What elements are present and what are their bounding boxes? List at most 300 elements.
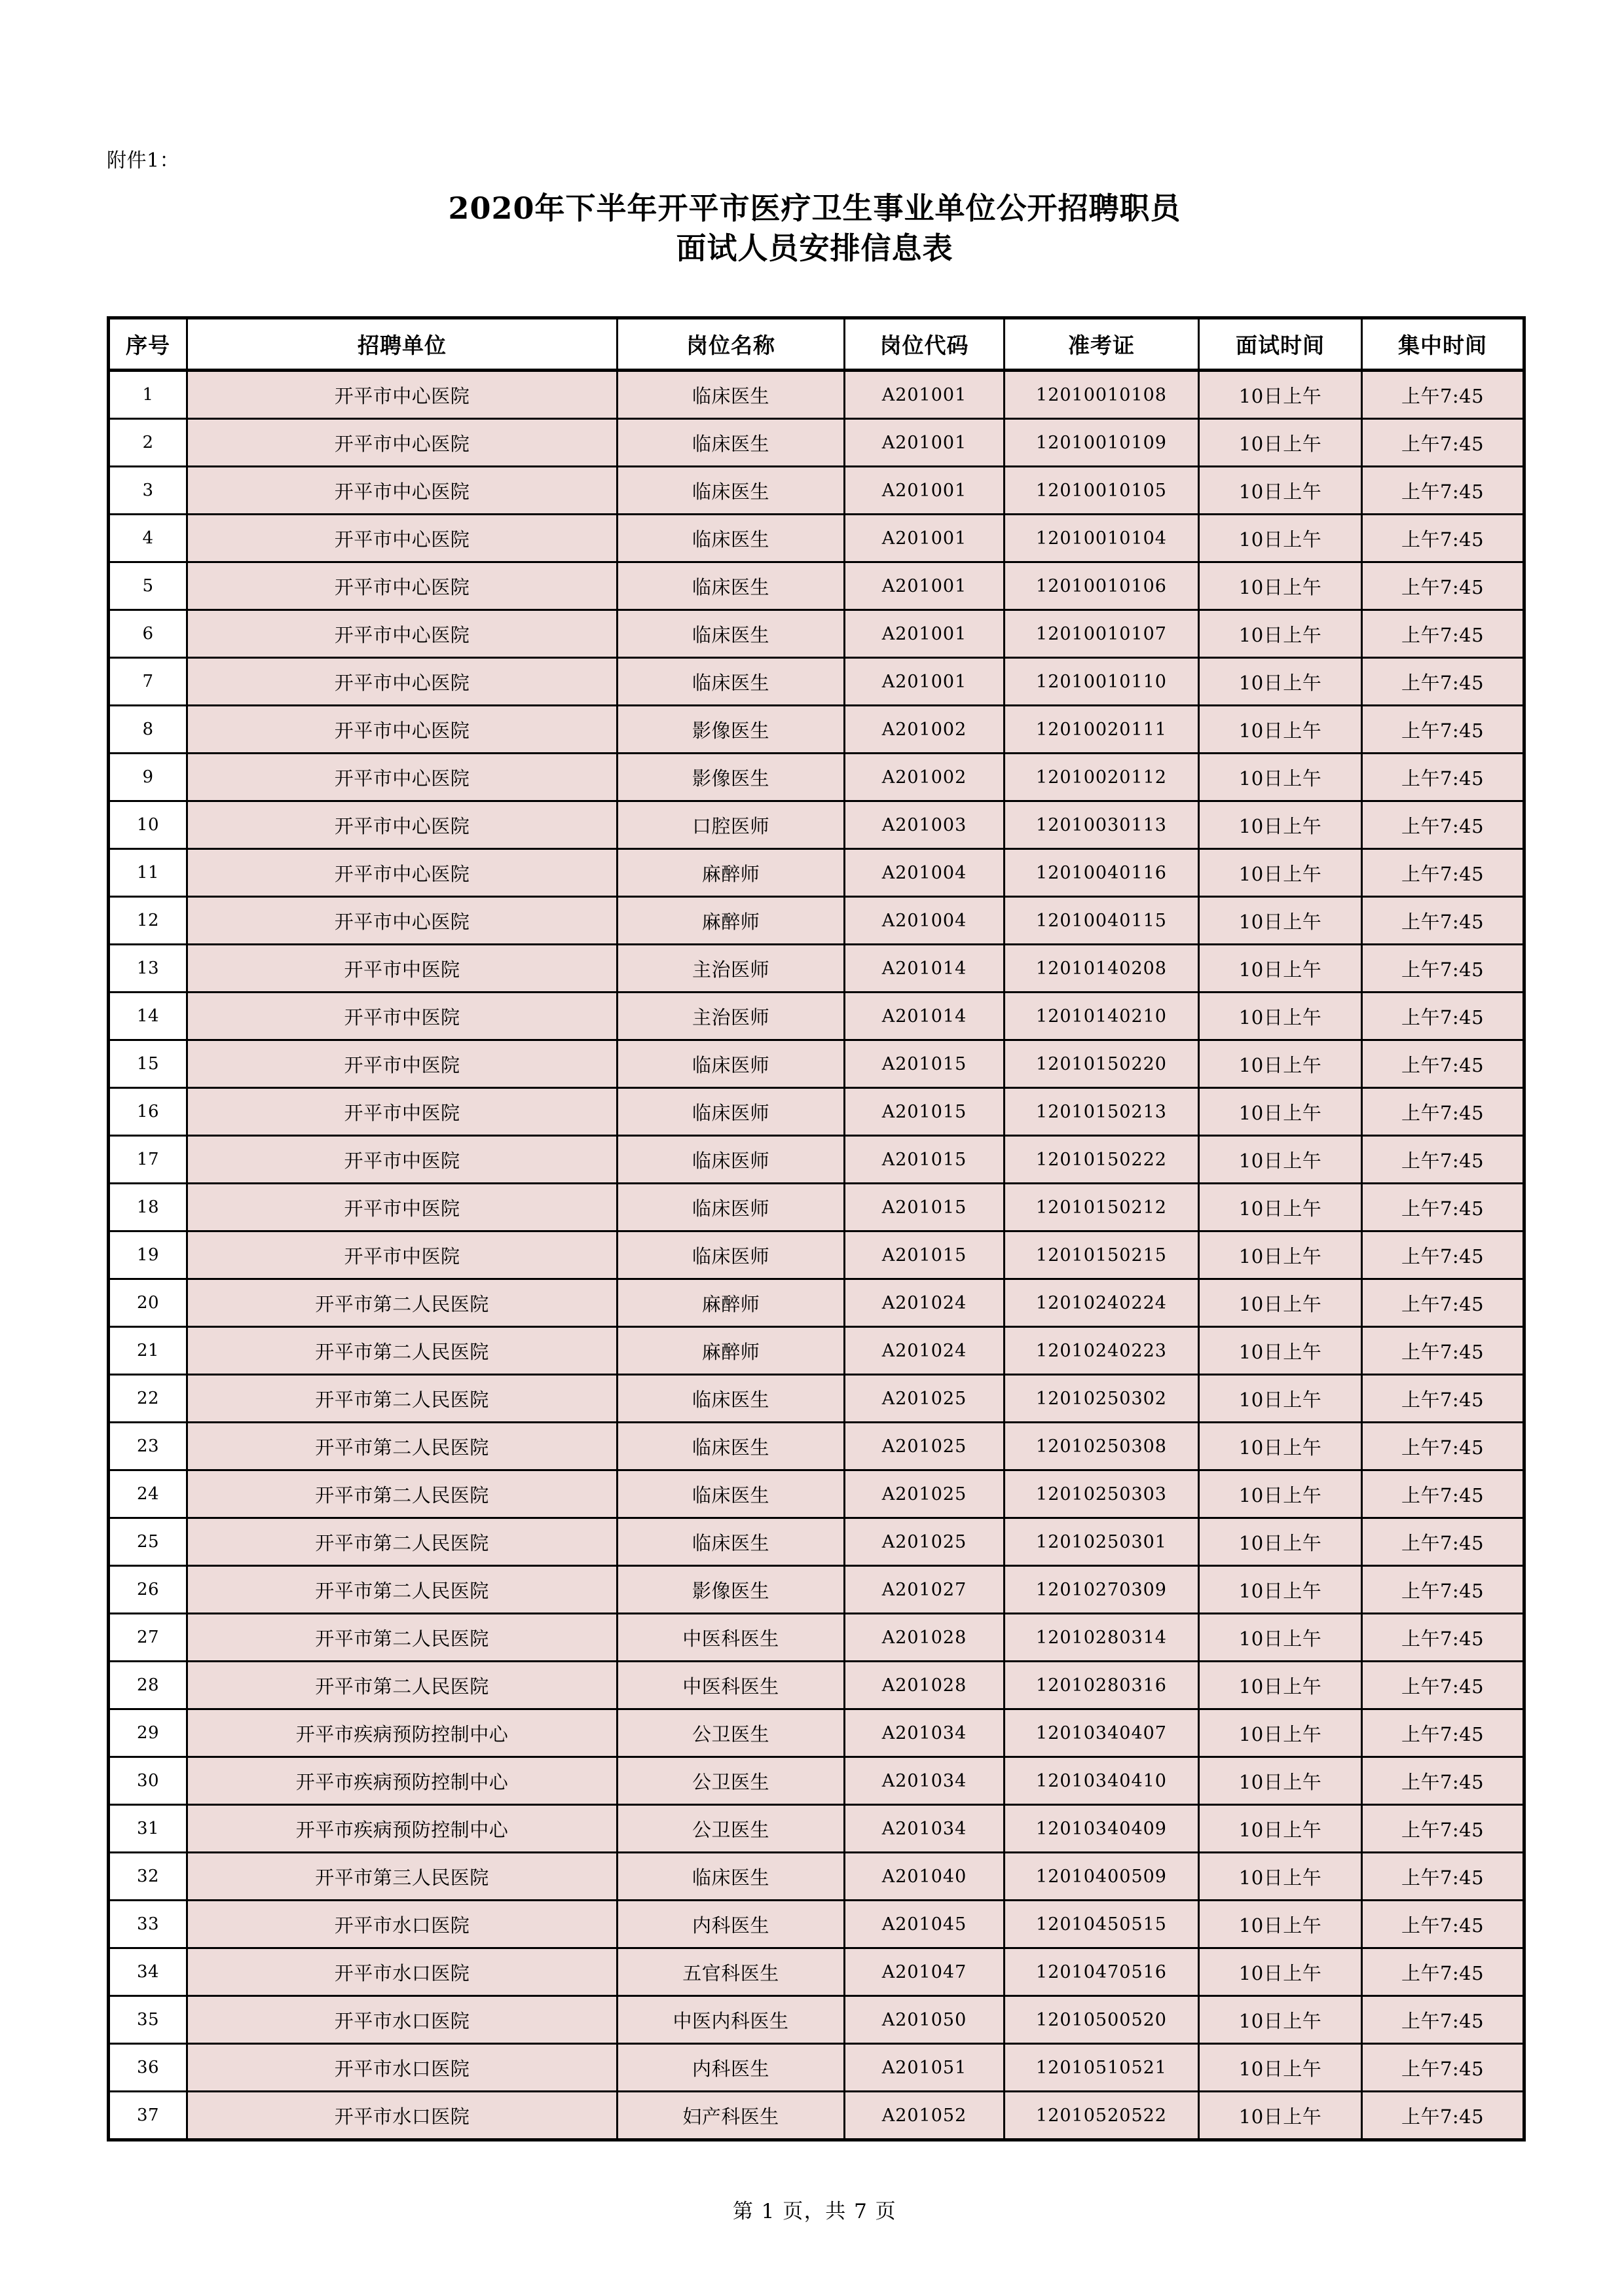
column-header-post: 岗位名称 <box>618 318 845 371</box>
cell-unit: 开平市中心医院 <box>187 515 618 562</box>
table-row <box>109 849 1524 897</box>
cell-admit-card: 12010150220 <box>1005 1040 1199 1088</box>
cell-code: A201001 <box>845 562 1005 610</box>
cell-post: 公卫医生 <box>618 1709 845 1757</box>
cell-interview-time: 10日上午 <box>1199 1136 1362 1184</box>
cell-gather-time: 上午7:45 <box>1362 1088 1524 1136</box>
title-line-2: 面试人员安排信息表 <box>676 230 953 266</box>
cell-seq: 26 <box>109 1566 187 1614</box>
cell-admit-card: 12010010107 <box>1005 610 1199 658</box>
cell-interview-time: 10日上午 <box>1199 1901 1362 1948</box>
cell-code: A201025 <box>845 1470 1005 1518</box>
cell-seq: 22 <box>109 1375 187 1423</box>
cell-post: 临床医生 <box>618 1423 845 1470</box>
cell-unit: 开平市第二人民医院 <box>187 1518 618 1566</box>
cell-seq: 24 <box>109 1470 187 1518</box>
cell-admit-card: 12010240224 <box>1005 1279 1199 1327</box>
cell-unit: 开平市水口医院 <box>187 2092 618 2140</box>
cell-admit-card: 12010010105 <box>1005 467 1199 515</box>
table-row <box>109 1948 1524 1996</box>
table-row <box>109 706 1524 754</box>
cell-interview-time: 10日上午 <box>1199 1709 1362 1757</box>
cell-admit-card: 12010400509 <box>1005 1853 1199 1901</box>
cell-seq: 31 <box>109 1805 187 1853</box>
cell-seq: 20 <box>109 1279 187 1327</box>
cell-unit: 开平市中心医院 <box>187 658 618 706</box>
cell-post: 影像医生 <box>618 754 845 801</box>
cell-seq: 14 <box>109 993 187 1040</box>
cell-admit-card: 12010140210 <box>1005 993 1199 1040</box>
table-row <box>109 1566 1524 1614</box>
cell-interview-time: 10日上午 <box>1199 993 1362 1040</box>
cell-code: A201028 <box>845 1662 1005 1709</box>
cell-code: A201014 <box>845 993 1005 1040</box>
cell-interview-time: 10日上午 <box>1199 1996 1362 2044</box>
cell-gather-time: 上午7:45 <box>1362 419 1524 467</box>
table-row <box>109 562 1524 610</box>
cell-seq: 2 <box>109 419 187 467</box>
table-row <box>109 1040 1524 1088</box>
cell-gather-time: 上午7:45 <box>1362 610 1524 658</box>
cell-unit: 开平市中心医院 <box>187 562 618 610</box>
cell-post: 临床医师 <box>618 1231 845 1279</box>
cell-post: 口腔医师 <box>618 801 845 849</box>
cell-admit-card: 12010250301 <box>1005 1518 1199 1566</box>
cell-admit-card: 12010510521 <box>1005 2044 1199 2092</box>
cell-admit-card: 12010250302 <box>1005 1375 1199 1423</box>
cell-code: A201015 <box>845 1184 1005 1231</box>
cell-post: 公卫医生 <box>618 1805 845 1853</box>
cell-gather-time: 上午7:45 <box>1362 1470 1524 1518</box>
cell-code: A201052 <box>845 2092 1005 2140</box>
cell-admit-card: 12010340410 <box>1005 1757 1199 1805</box>
cell-unit: 开平市中心医院 <box>187 371 618 419</box>
cell-seq: 6 <box>109 610 187 658</box>
cell-interview-time: 10日上午 <box>1199 1614 1362 1662</box>
cell-code: A201003 <box>845 801 1005 849</box>
cell-post: 临床医师 <box>618 1040 845 1088</box>
cell-code: A201015 <box>845 1231 1005 1279</box>
cell-admit-card: 12010520522 <box>1005 2092 1199 2140</box>
cell-admit-card: 12010030113 <box>1005 801 1199 849</box>
table-row <box>109 945 1524 993</box>
cell-seq: 9 <box>109 754 187 801</box>
cell-unit: 开平市第二人民医院 <box>187 1327 618 1375</box>
table-row <box>109 1614 1524 1662</box>
cell-unit: 开平市第二人民医院 <box>187 1662 618 1709</box>
cell-code: A201015 <box>845 1088 1005 1136</box>
cell-interview-time: 10日上午 <box>1199 754 1362 801</box>
cell-unit: 开平市第二人民医院 <box>187 1566 618 1614</box>
column-header-interview-time: 面试时间 <box>1199 318 1362 371</box>
column-header-unit: 招聘单位 <box>187 318 618 371</box>
cell-gather-time: 上午7:45 <box>1362 2044 1524 2092</box>
cell-seq: 33 <box>109 1901 187 1948</box>
cell-unit: 开平市疾病预防控制中心 <box>187 1757 618 1805</box>
cell-seq: 29 <box>109 1709 187 1757</box>
cell-gather-time: 上午7:45 <box>1362 1231 1524 1279</box>
cell-gather-time: 上午7:45 <box>1362 1901 1524 1948</box>
cell-interview-time: 10日上午 <box>1199 2044 1362 2092</box>
cell-seq: 1 <box>109 371 187 419</box>
table-row <box>109 754 1524 801</box>
table-row <box>109 1996 1524 2044</box>
cell-post: 中医科医生 <box>618 1662 845 1709</box>
cell-code: A201015 <box>845 1136 1005 1184</box>
table-row <box>109 515 1524 562</box>
cell-unit: 开平市疾病预防控制中心 <box>187 1805 618 1853</box>
table-row <box>109 1757 1524 1805</box>
cell-seq: 16 <box>109 1088 187 1136</box>
cell-admit-card: 12010040115 <box>1005 897 1199 945</box>
cell-code: A201024 <box>845 1327 1005 1375</box>
table-row <box>109 801 1524 849</box>
cell-seq: 34 <box>109 1948 187 1996</box>
cell-seq: 28 <box>109 1662 187 1709</box>
cell-interview-time: 10日上午 <box>1199 1375 1362 1423</box>
cell-code: A201051 <box>845 2044 1005 2092</box>
table-row <box>109 371 1524 419</box>
cell-code: A201025 <box>845 1423 1005 1470</box>
cell-admit-card: 12010010106 <box>1005 562 1199 610</box>
cell-code: A201028 <box>845 1614 1005 1662</box>
cell-post: 临床医生 <box>618 371 845 419</box>
cell-admit-card: 12010340407 <box>1005 1709 1199 1757</box>
cell-code: A201001 <box>845 371 1005 419</box>
cell-admit-card: 12010450515 <box>1005 1901 1199 1948</box>
cell-post: 内科医生 <box>618 2044 845 2092</box>
cell-interview-time: 10日上午 <box>1199 515 1362 562</box>
cell-post: 麻醉师 <box>618 1327 845 1375</box>
cell-code: A201025 <box>845 1375 1005 1423</box>
cell-unit: 开平市中医院 <box>187 1136 618 1184</box>
cell-seq: 35 <box>109 1996 187 2044</box>
cell-gather-time: 上午7:45 <box>1362 801 1524 849</box>
cell-interview-time: 10日上午 <box>1199 419 1362 467</box>
title-line-1: 2020年下半年开平市医疗卫生事业单位公开招聘职员 <box>448 191 1181 226</box>
cell-admit-card: 12010020111 <box>1005 706 1199 754</box>
cell-post: 中医内科医生 <box>618 1996 845 2044</box>
cell-post: 临床医生 <box>618 419 845 467</box>
cell-seq: 37 <box>109 2092 187 2140</box>
cell-code: A201040 <box>845 1853 1005 1901</box>
cell-unit: 开平市疾病预防控制中心 <box>187 1709 618 1757</box>
cell-post: 公卫医生 <box>618 1757 845 1805</box>
cell-gather-time: 上午7:45 <box>1362 1662 1524 1709</box>
cell-admit-card: 12010500520 <box>1005 1996 1199 2044</box>
cell-admit-card: 12010340409 <box>1005 1805 1199 1853</box>
cell-post: 临床医生 <box>618 1375 845 1423</box>
cell-code: A201050 <box>845 1996 1005 2044</box>
cell-gather-time: 上午7:45 <box>1362 1709 1524 1757</box>
cell-code: A201027 <box>845 1566 1005 1614</box>
cell-unit: 开平市中心医院 <box>187 849 618 897</box>
table-row <box>109 993 1524 1040</box>
cell-seq: 17 <box>109 1136 187 1184</box>
table-row <box>109 1088 1524 1136</box>
table-row <box>109 610 1524 658</box>
cell-unit: 开平市中心医院 <box>187 419 618 467</box>
table-row <box>109 1853 1524 1901</box>
cell-admit-card: 12010250303 <box>1005 1470 1199 1518</box>
cell-admit-card: 12010010108 <box>1005 371 1199 419</box>
table-row <box>109 1231 1524 1279</box>
cell-post: 麻醉师 <box>618 1279 845 1327</box>
cell-code: A201004 <box>845 897 1005 945</box>
cell-interview-time: 10日上午 <box>1199 849 1362 897</box>
cell-gather-time: 上午7:45 <box>1362 1040 1524 1088</box>
cell-code: A201014 <box>845 945 1005 993</box>
cell-post: 临床医生 <box>618 467 845 515</box>
cell-post: 临床医生 <box>618 1518 845 1566</box>
cell-interview-time: 10日上午 <box>1199 1040 1362 1088</box>
interview-schedule-table <box>107 316 1526 2141</box>
cell-admit-card: 12010020112 <box>1005 754 1199 801</box>
cell-admit-card: 12010150213 <box>1005 1088 1199 1136</box>
cell-post: 五官科医生 <box>618 1948 845 1996</box>
cell-seq: 4 <box>109 515 187 562</box>
cell-seq: 23 <box>109 1423 187 1470</box>
cell-gather-time: 上午7:45 <box>1362 371 1524 419</box>
cell-gather-time: 上午7:45 <box>1362 562 1524 610</box>
table-row <box>109 1423 1524 1470</box>
cell-gather-time: 上午7:45 <box>1362 1423 1524 1470</box>
cell-gather-time: 上午7:45 <box>1362 1853 1524 1901</box>
cell-unit: 开平市中心医院 <box>187 706 618 754</box>
cell-seq: 18 <box>109 1184 187 1231</box>
page-title <box>107 189 1522 268</box>
cell-interview-time: 10日上午 <box>1199 1184 1362 1231</box>
cell-interview-time: 10日上午 <box>1199 467 1362 515</box>
column-header-admit-card: 准考证 <box>1005 318 1199 371</box>
cell-unit: 开平市中心医院 <box>187 754 618 801</box>
cell-interview-time: 10日上午 <box>1199 1327 1362 1375</box>
cell-interview-time: 10日上午 <box>1199 610 1362 658</box>
cell-admit-card: 12010250308 <box>1005 1423 1199 1470</box>
cell-code: A201002 <box>845 754 1005 801</box>
cell-admit-card: 12010040116 <box>1005 849 1199 897</box>
cell-interview-time: 10日上午 <box>1199 897 1362 945</box>
cell-admit-card: 12010010104 <box>1005 515 1199 562</box>
cell-gather-time: 上午7:45 <box>1362 1279 1524 1327</box>
cell-code: A201001 <box>845 658 1005 706</box>
cell-post: 中医科医生 <box>618 1614 845 1662</box>
cell-gather-time: 上午7:45 <box>1362 1805 1524 1853</box>
cell-gather-time: 上午7:45 <box>1362 1996 1524 2044</box>
cell-post: 影像医生 <box>618 1566 845 1614</box>
table-row <box>109 897 1524 945</box>
cell-interview-time: 10日上午 <box>1199 1566 1362 1614</box>
cell-unit: 开平市中医院 <box>187 1231 618 1279</box>
cell-interview-time: 10日上午 <box>1199 371 1362 419</box>
cell-post: 临床医生 <box>618 610 845 658</box>
table-row <box>109 1136 1524 1184</box>
cell-post: 临床医生 <box>618 658 845 706</box>
cell-code: A201001 <box>845 419 1005 467</box>
cell-admit-card: 12010140208 <box>1005 945 1199 993</box>
cell-gather-time: 上午7:45 <box>1362 658 1524 706</box>
cell-code: A201034 <box>845 1757 1005 1805</box>
table-row <box>109 658 1524 706</box>
cell-seq: 7 <box>109 658 187 706</box>
cell-unit: 开平市中医院 <box>187 1040 618 1088</box>
cell-gather-time: 上午7:45 <box>1362 1136 1524 1184</box>
cell-interview-time: 10日上午 <box>1199 801 1362 849</box>
cell-seq: 25 <box>109 1518 187 1566</box>
cell-gather-time: 上午7:45 <box>1362 1948 1524 1996</box>
cell-unit: 开平市中心医院 <box>187 467 618 515</box>
table-body <box>109 371 1524 2140</box>
cell-post: 麻醉师 <box>618 897 845 945</box>
cell-code: A201002 <box>845 706 1005 754</box>
cell-unit: 开平市第二人民医院 <box>187 1470 618 1518</box>
cell-gather-time: 上午7:45 <box>1362 849 1524 897</box>
cell-post: 临床医生 <box>618 1470 845 1518</box>
cell-code: A201024 <box>845 1279 1005 1327</box>
cell-admit-card: 12010280314 <box>1005 1614 1199 1662</box>
cell-interview-time: 10日上午 <box>1199 1518 1362 1566</box>
cell-seq: 36 <box>109 2044 187 2092</box>
cell-gather-time: 上午7:45 <box>1362 1757 1524 1805</box>
cell-interview-time: 10日上午 <box>1199 706 1362 754</box>
cell-unit: 开平市第二人民医院 <box>187 1375 618 1423</box>
cell-gather-time: 上午7:45 <box>1362 1518 1524 1566</box>
cell-post: 妇产科医生 <box>618 2092 845 2140</box>
cell-seq: 10 <box>109 801 187 849</box>
table-row <box>109 419 1524 467</box>
cell-unit: 开平市中医院 <box>187 945 618 993</box>
cell-gather-time: 上午7:45 <box>1362 993 1524 1040</box>
cell-seq: 30 <box>109 1757 187 1805</box>
cell-code: A201047 <box>845 1948 1005 1996</box>
cell-interview-time: 10日上午 <box>1199 2092 1362 2140</box>
cell-interview-time: 10日上午 <box>1199 562 1362 610</box>
cell-post: 临床医生 <box>618 1853 845 1901</box>
cell-code: A201034 <box>845 1709 1005 1757</box>
column-header-seq: 序号 <box>109 318 187 371</box>
table-header-row <box>109 318 1524 371</box>
cell-seq: 5 <box>109 562 187 610</box>
cell-interview-time: 10日上午 <box>1199 658 1362 706</box>
cell-code: A201001 <box>845 467 1005 515</box>
cell-unit: 开平市中医院 <box>187 1184 618 1231</box>
cell-code: A201025 <box>845 1518 1005 1566</box>
table-row <box>109 2092 1524 2140</box>
cell-unit: 开平市第二人民医院 <box>187 1279 618 1327</box>
cell-gather-time: 上午7:45 <box>1362 515 1524 562</box>
cell-unit: 开平市水口医院 <box>187 1901 618 1948</box>
cell-post: 麻醉师 <box>618 849 845 897</box>
cell-interview-time: 10日上午 <box>1199 1088 1362 1136</box>
cell-interview-time: 10日上午 <box>1199 1853 1362 1901</box>
cell-gather-time: 上午7:45 <box>1362 467 1524 515</box>
cell-post: 主治医师 <box>618 993 845 1040</box>
table-row <box>109 1662 1524 1709</box>
cell-gather-time: 上午7:45 <box>1362 1566 1524 1614</box>
cell-unit: 开平市中心医院 <box>187 897 618 945</box>
cell-gather-time: 上午7:45 <box>1362 706 1524 754</box>
column-header-gather-time: 集中时间 <box>1362 318 1524 371</box>
cell-gather-time: 上午7:45 <box>1362 1375 1524 1423</box>
cell-post: 临床医师 <box>618 1088 845 1136</box>
cell-gather-time: 上午7:45 <box>1362 897 1524 945</box>
table-row <box>109 1709 1524 1757</box>
cell-interview-time: 10日上午 <box>1199 1470 1362 1518</box>
cell-unit: 开平市中医院 <box>187 993 618 1040</box>
cell-seq: 21 <box>109 1327 187 1375</box>
table-row <box>109 1805 1524 1853</box>
cell-seq: 12 <box>109 897 187 945</box>
column-header-code: 岗位代码 <box>845 318 1005 371</box>
cell-post: 内科医生 <box>618 1901 845 1948</box>
cell-gather-time: 上午7:45 <box>1362 1327 1524 1375</box>
table-row <box>109 1518 1524 1566</box>
cell-post: 临床医生 <box>618 562 845 610</box>
cell-post: 临床医师 <box>618 1184 845 1231</box>
cell-seq: 13 <box>109 945 187 993</box>
table-row <box>109 1375 1524 1423</box>
cell-interview-time: 10日上午 <box>1199 1279 1362 1327</box>
cell-unit: 开平市水口医院 <box>187 2044 618 2092</box>
cell-unit: 开平市第二人民医院 <box>187 1423 618 1470</box>
cell-admit-card: 12010010110 <box>1005 658 1199 706</box>
table-row <box>109 1279 1524 1327</box>
schedule-table-container <box>107 316 1522 2141</box>
cell-unit: 开平市中医院 <box>187 1088 618 1136</box>
cell-gather-time: 上午7:45 <box>1362 945 1524 993</box>
cell-gather-time: 上午7:45 <box>1362 1614 1524 1662</box>
table-row <box>109 1184 1524 1231</box>
cell-admit-card: 12010280316 <box>1005 1662 1199 1709</box>
table-row <box>109 1327 1524 1375</box>
table-row <box>109 2044 1524 2092</box>
cell-post: 影像医生 <box>618 706 845 754</box>
cell-code: A201034 <box>845 1805 1005 1853</box>
cell-admit-card: 12010470516 <box>1005 1948 1199 1996</box>
cell-gather-time: 上午7:45 <box>1362 754 1524 801</box>
cell-unit: 开平市第二人民医院 <box>187 1614 618 1662</box>
attachment-label: 附件1： <box>107 149 180 172</box>
cell-code: A201001 <box>845 515 1005 562</box>
cell-interview-time: 10日上午 <box>1199 1805 1362 1853</box>
cell-unit: 开平市水口医院 <box>187 1996 618 2044</box>
cell-seq: 3 <box>109 467 187 515</box>
cell-interview-time: 10日上午 <box>1199 1662 1362 1709</box>
cell-admit-card: 12010150222 <box>1005 1136 1199 1184</box>
cell-unit: 开平市第三人民医院 <box>187 1853 618 1901</box>
cell-unit: 开平市水口医院 <box>187 1948 618 1996</box>
cell-seq: 27 <box>109 1614 187 1662</box>
cell-code: A201015 <box>845 1040 1005 1088</box>
cell-code: A201001 <box>845 610 1005 658</box>
cell-interview-time: 10日上午 <box>1199 1757 1362 1805</box>
cell-unit: 开平市中心医院 <box>187 801 618 849</box>
cell-gather-time: 上午7:45 <box>1362 2092 1524 2140</box>
cell-admit-card: 12010150212 <box>1005 1184 1199 1231</box>
cell-seq: 19 <box>109 1231 187 1279</box>
cell-seq: 11 <box>109 849 187 897</box>
cell-interview-time: 10日上午 <box>1199 945 1362 993</box>
cell-admit-card: 12010010109 <box>1005 419 1199 467</box>
cell-admit-card: 12010270309 <box>1005 1566 1199 1614</box>
cell-code: A201004 <box>845 849 1005 897</box>
table-row <box>109 1901 1524 1948</box>
page-footer: 第 1 页，共 7 页 <box>732 2200 897 2223</box>
cell-unit: 开平市中心医院 <box>187 610 618 658</box>
cell-post: 临床医师 <box>618 1136 845 1184</box>
cell-interview-time: 10日上午 <box>1199 1231 1362 1279</box>
cell-seq: 8 <box>109 706 187 754</box>
